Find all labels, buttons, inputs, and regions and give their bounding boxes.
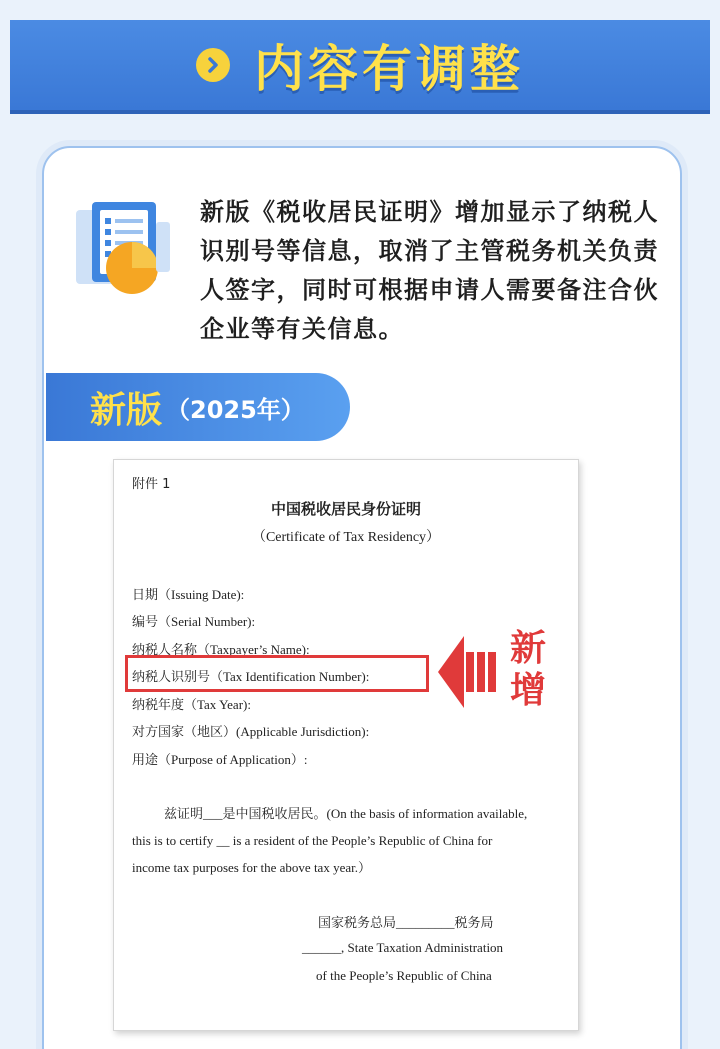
signature-line: 国家税务总局_________税务局 [318,915,494,930]
field-jurisdiction: 对方国家（地区）(Applicable Jurisdiction): [132,724,370,739]
body-line: 兹证明___是中国税收居民。(On the basis of information available, [164,806,528,821]
arrow-left-icon [438,630,498,714]
attachment-label: 附件 1 [132,477,171,492]
highlight-box [125,655,429,692]
field-tax-year: 纳税年度（Tax Year): [132,697,251,712]
version-label: 新版 [90,389,163,431]
certificate-title: 中国税收居民身份证明 [270,500,421,518]
certificate-subtitle: （Certificate of Tax Residency） [251,530,441,545]
field-issuing-date: 日期（Issuing Date): [132,587,245,602]
intro-text: 新版《税收居民证明》增加显示了纳税人识别号等信息，取消了主管税务机关负责人签字，同时可根据申请人需要备注合伙企业等有关信息。 [200,198,659,343]
field-serial-number: 编号（Serial Number): [132,614,256,629]
signature-line: ______, State Taxation Administration [302,940,504,955]
document-icon [70,196,180,306]
field-taxpayer-name: 纳税人名称（Taxpayer’s Name): [132,642,310,657]
body-line: income tax purposes for the above tax year.） [132,860,371,875]
body-line: this is to certify __ is a resident of the People’s Republic of China for [132,833,493,848]
chevron-right-icon [196,48,230,82]
page-title: 内容有调整 [254,40,524,98]
new-added-label [506,628,550,712]
certificate-body [132,800,564,881]
version-year: （2025年） [166,395,305,424]
version-tab [46,373,350,441]
new-label-char: 增 [509,670,546,711]
new-label-char: 新 [509,628,546,669]
header-banner [10,20,710,110]
field-purpose: 用途（Purpose of Application）: [132,752,308,767]
signature-line: of the People’s Republic of China [316,968,492,983]
certificate-document [113,459,579,1031]
field-tax-id-number: 纳税人识别号（Tax Identification Number): [132,669,370,684]
